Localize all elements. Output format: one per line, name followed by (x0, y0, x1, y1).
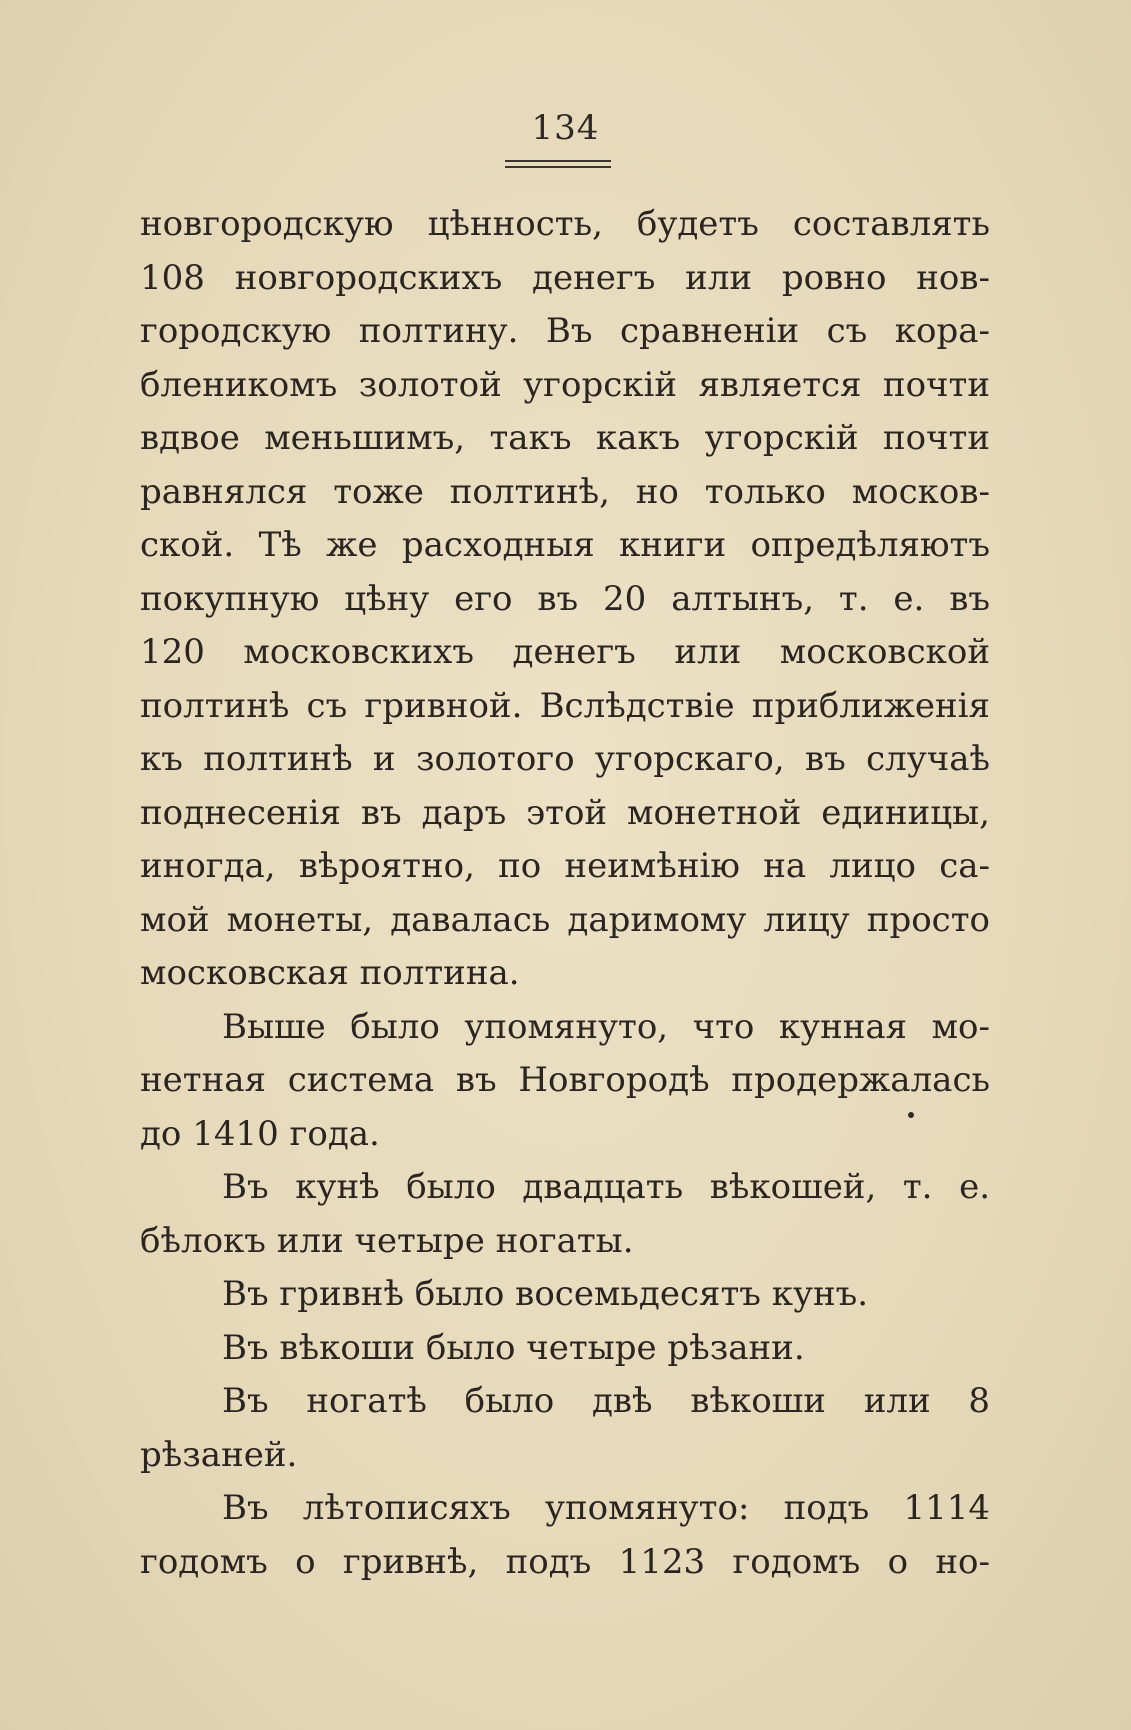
text-line: иногда, вѣроятно, по неимѣнію на лицо са- (140, 846, 990, 886)
text-line: Въ ногатѣ было двѣ вѣкоши или 8 (222, 1381, 990, 1421)
text-line: бленикомъ золотой угорскій является почти (140, 364, 990, 405)
stray-ink-dot (908, 1112, 914, 1118)
text-line: покупную цѣну его въ 20 алтынъ, т. е. въ (140, 578, 990, 619)
text-line: Въ кунѣ было двадцать вѣкошей, т. е. (222, 1167, 990, 1207)
text-line: поднесенія въ даръ этой монетной единицы, (140, 792, 990, 833)
text-line: вдвое меньшимъ, такъ какъ угорскій почти (140, 418, 990, 458)
text-line: Въ лѣтописяхъ упомянуто: подъ 1114 (222, 1488, 990, 1528)
text-line: новгородскую цѣнность, будетъ составлять (140, 204, 990, 244)
text-line: до 1410 года. (140, 1113, 380, 1154)
text-line: 108 новгородскихъ денегъ или ровно нов- (140, 257, 990, 298)
text-line: нетная система въ Новгородѣ продержалась (140, 1060, 990, 1100)
text-line: бѣлокъ или четыре ногаты. (140, 1220, 634, 1261)
text-line: московская полтина. (140, 953, 520, 993)
text-line: рѣзаней. (140, 1434, 298, 1475)
text-line: къ полтинѣ и золотого угорскаго, въ случаѣ (140, 739, 990, 779)
header-rule-top (505, 160, 611, 162)
text-line: городскую полтину. Въ сравненіи съ кора- (140, 311, 990, 351)
text-line: мой монеты, давалась даримому лицу просто (140, 899, 990, 940)
text-line: Въ вѣкоши было четыре рѣзани. (222, 1327, 805, 1368)
text-line: ской. Тѣ же расходныя книги опредѣляютъ (140, 525, 990, 565)
header-rule-bottom (505, 166, 611, 168)
text-line: Выше было упомянуто, что кунная мо- (222, 1006, 990, 1047)
text-line: равнялся тоже полтинѣ, но только москов- (140, 471, 990, 512)
text-line: Въ гривнѣ было восемьдесятъ кунъ. (222, 1274, 869, 1314)
text-line: годомъ о гривнѣ, подъ 1123 годомъ о но- (140, 1541, 990, 1582)
body-text (140, 198, 990, 1589)
page-number: 134 (531, 108, 600, 148)
text-line: 120 московскихъ денегъ или московской (140, 632, 990, 672)
text-line: полтинѣ съ гривной. Вслѣдствіе приближенія (140, 685, 990, 726)
